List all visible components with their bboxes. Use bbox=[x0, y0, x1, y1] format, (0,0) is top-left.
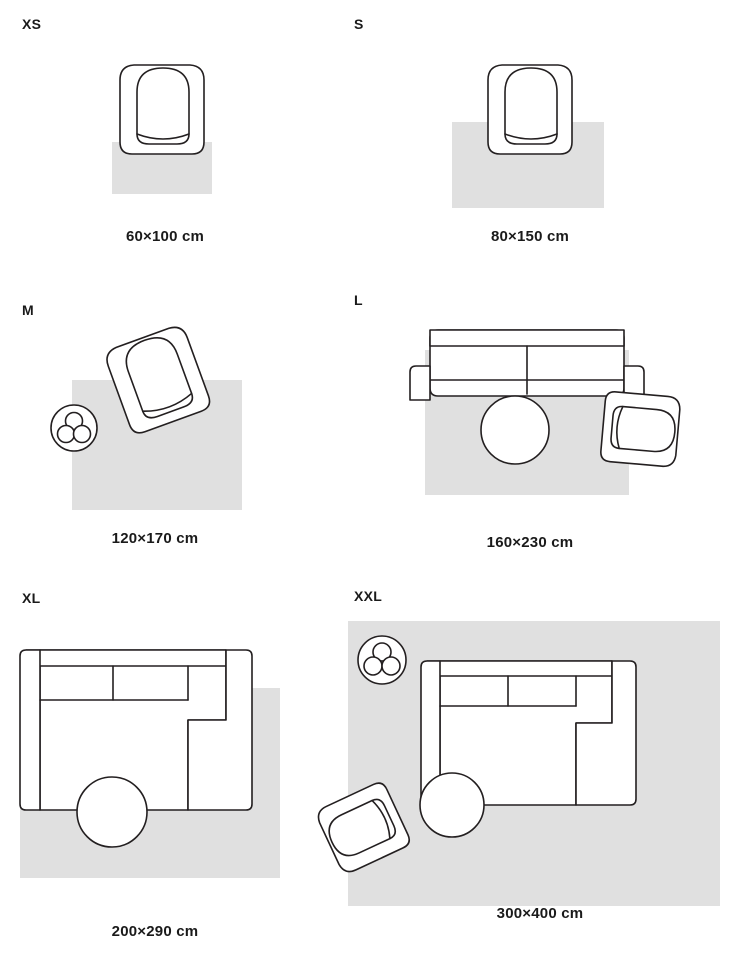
size-label-l: L bbox=[354, 292, 363, 308]
side-table-plant-icon-xxl bbox=[358, 636, 406, 684]
dimension-label-l: 160×230 cm bbox=[486, 534, 574, 551]
dimension-label-xl: 200×290 cm bbox=[111, 923, 199, 940]
illustration-xxl bbox=[330, 605, 730, 905]
armchair-icon-xs bbox=[120, 65, 204, 154]
size-label-xs: XS bbox=[22, 16, 42, 32]
armchair-icon-s bbox=[488, 65, 572, 154]
illustration-l bbox=[330, 308, 730, 518]
armchair-icon-l bbox=[600, 391, 681, 467]
size-label-s: S bbox=[354, 16, 364, 32]
size-label-xxl: XXL bbox=[354, 588, 383, 604]
size-cell-s bbox=[330, 0, 730, 270]
size-cell-xs bbox=[0, 0, 330, 270]
dimension-label-xs: 60×100 cm bbox=[125, 228, 205, 245]
illustration-m bbox=[0, 318, 330, 518]
dimension-label-m: 120×170 cm bbox=[111, 530, 199, 547]
size-label-xl: XL bbox=[22, 590, 41, 606]
dimension-label-s: 80×150 cm bbox=[490, 228, 570, 245]
dimension-label-xxl: 300×400 cm bbox=[496, 905, 584, 922]
illustration-xl bbox=[0, 615, 330, 905]
illustration-s bbox=[330, 30, 730, 210]
sofa-icon-l bbox=[410, 330, 644, 400]
round-coffee-table-icon-xl bbox=[77, 777, 147, 847]
size-label-m: M bbox=[22, 302, 34, 318]
size-cell-xl bbox=[0, 575, 330, 960]
illustration-xs bbox=[0, 30, 330, 210]
size-cell-m bbox=[0, 278, 330, 568]
side-table-plant-icon-m bbox=[51, 405, 97, 451]
round-coffee-table-icon-l bbox=[481, 396, 549, 464]
size-cell-l bbox=[330, 278, 730, 568]
round-coffee-table-icon-xxl bbox=[420, 773, 484, 837]
size-cell-xxl bbox=[330, 575, 730, 960]
